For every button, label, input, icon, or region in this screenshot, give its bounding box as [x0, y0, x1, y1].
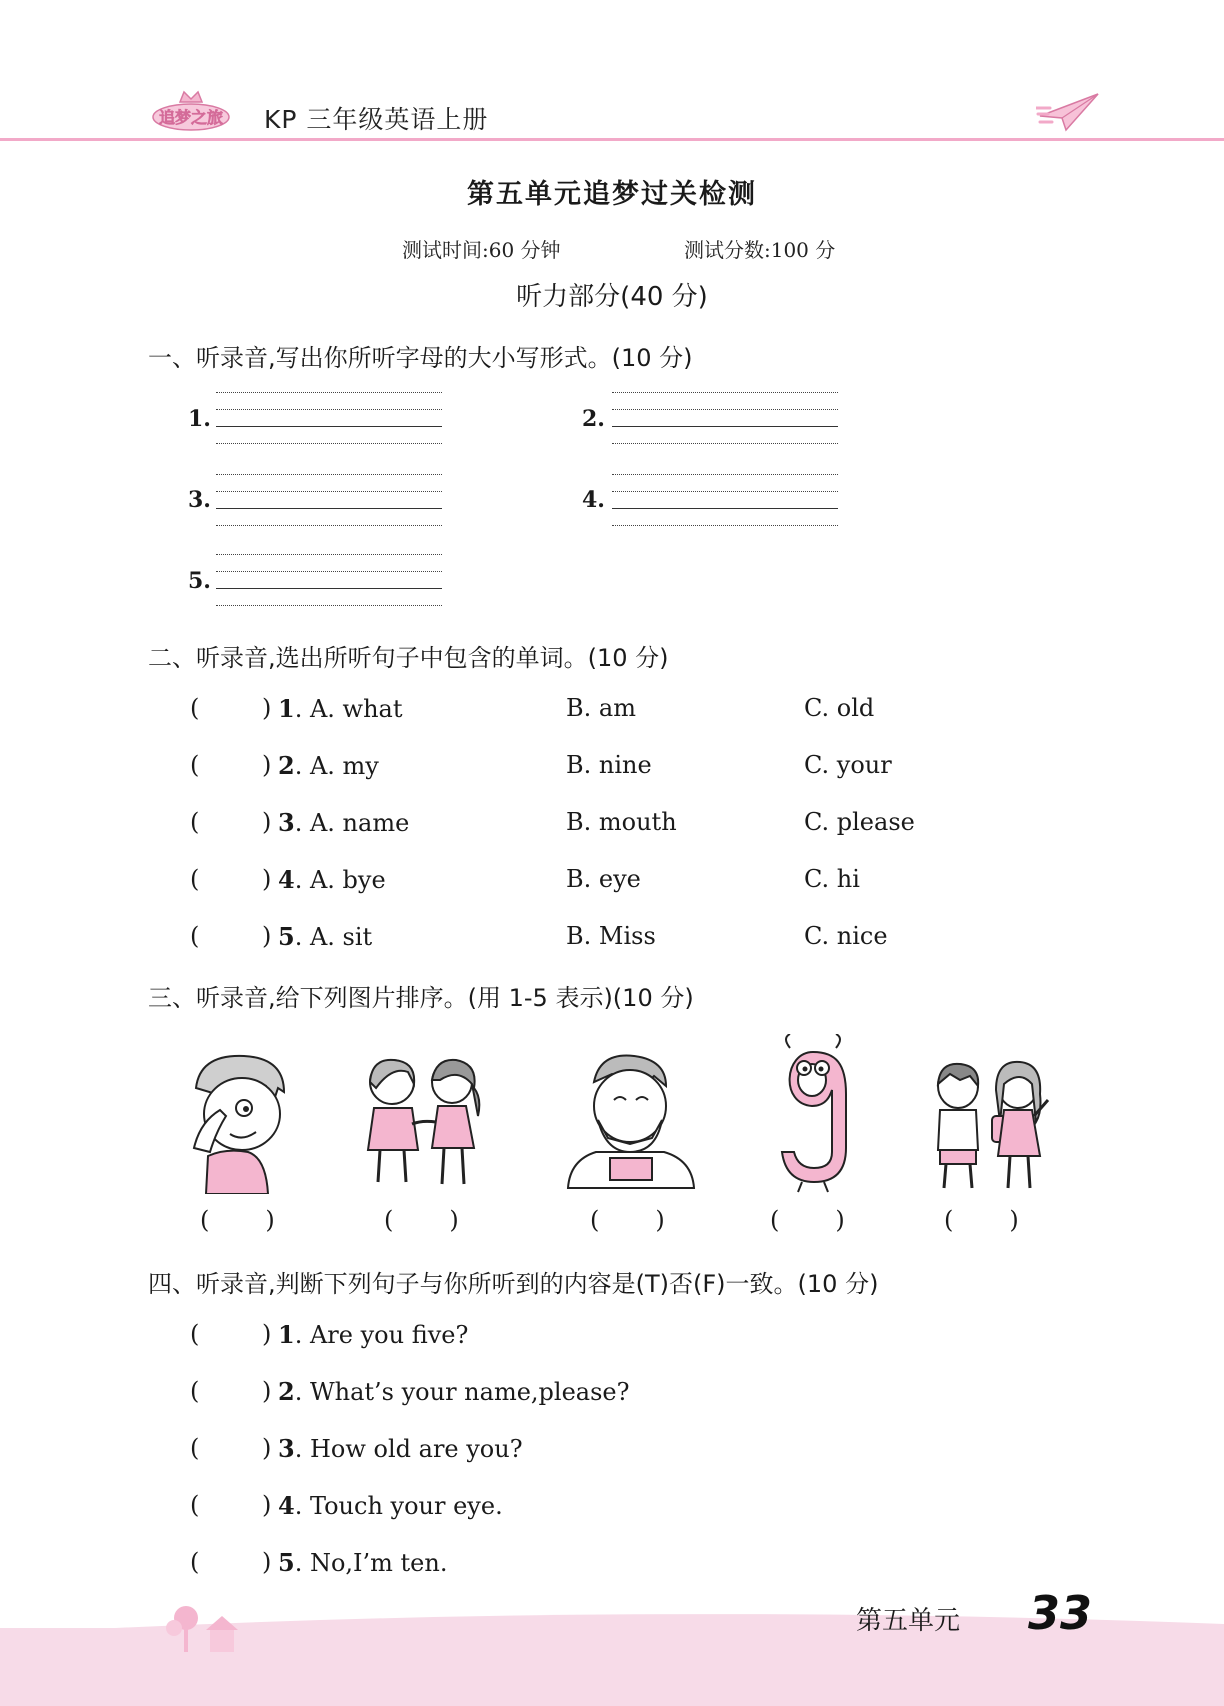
writing-line-4[interactable]	[612, 474, 838, 528]
sentence: . What’s your name,please?	[294, 1378, 630, 1406]
logo-text: 追梦之旅	[158, 108, 224, 127]
writing-line-5[interactable]	[216, 554, 442, 608]
sentence: . No,I’m ten.	[294, 1549, 448, 1577]
sentence: . Touch your eye.	[294, 1492, 503, 1520]
option-c: C. nice	[804, 922, 888, 950]
option-c: C. your	[804, 751, 892, 779]
option-c: C. please	[804, 808, 915, 836]
answer-blank-open[interactable]: (	[190, 751, 200, 779]
picture-answer-blank[interactable]: ( )	[200, 1206, 275, 1234]
question-number: 1	[278, 694, 295, 723]
option-b: B. Miss	[566, 922, 656, 950]
option-a: . A. name	[294, 809, 410, 837]
picture-two-girls-shaking-hands	[362, 1058, 492, 1194]
picture-boy-covering-mouth	[566, 1052, 696, 1194]
series-logo	[150, 90, 232, 134]
picture-answer-blank[interactable]: ( )	[944, 1206, 1019, 1234]
letter-item-number: 1.	[188, 406, 211, 432]
picture-boy-and-girl-waving	[924, 1060, 1052, 1196]
answer-blank-open[interactable]: (	[190, 1434, 200, 1462]
writing-line-1[interactable]	[216, 392, 442, 446]
picture-answer-blank[interactable]: ( )	[590, 1206, 665, 1234]
picture-number-nine-character	[776, 1034, 850, 1198]
option-b: B. am	[566, 694, 636, 722]
answer-blank-open[interactable]: (	[190, 865, 200, 893]
exam-title: 第五单元追梦过关检测	[467, 179, 757, 210]
letter-item-number: 2.	[582, 406, 605, 432]
question-number: 2	[278, 751, 295, 780]
header-divider	[0, 138, 1224, 141]
answer-blank-open[interactable]: (	[190, 922, 200, 950]
answer-blank-open[interactable]: (	[190, 1548, 200, 1576]
letter-item-number: 4.	[582, 487, 605, 513]
page-number: 33	[1028, 1586, 1093, 1640]
answer-blank-open[interactable]: (	[190, 1320, 200, 1348]
question-number: 2	[278, 1377, 295, 1406]
question-number: 1	[278, 1320, 295, 1349]
answer-blank-open[interactable]: (	[190, 1491, 200, 1519]
letter-item-number: 3.	[188, 487, 211, 513]
answer-blank-open[interactable]: (	[190, 1377, 200, 1405]
sentence: . Are you five?	[294, 1321, 469, 1349]
answer-blank-open[interactable]: (	[190, 694, 200, 722]
picture-answer-blank[interactable]: ( )	[384, 1206, 459, 1234]
question-number: 3	[278, 808, 295, 837]
question-number: 5	[278, 922, 295, 951]
option-b: B. mouth	[566, 808, 677, 836]
question-number: 4	[278, 1491, 295, 1520]
section-1-heading: 一、听录音,写出你所听字母的大小写形式。(10 分)	[148, 344, 693, 372]
option-a: . A. bye	[294, 866, 386, 894]
tree-house-icon	[166, 1604, 252, 1652]
section-3-heading: 三、听录音,给下列图片排序。(用 1-5 表示)(10 分)	[148, 984, 694, 1012]
question-number: 3	[278, 1434, 295, 1463]
book-title: KP 三年级英语上册	[264, 105, 489, 134]
section-2-heading: 二、听录音,选出所听句子中包含的单词。(10 分)	[148, 644, 669, 672]
writing-line-2[interactable]	[612, 392, 838, 446]
answer-blank-open[interactable]: (	[190, 808, 200, 836]
paper-plane-icon	[1036, 90, 1102, 134]
question-number: 5	[278, 1548, 295, 1577]
test-score: 测试分数:100 分	[684, 238, 836, 262]
letter-item-number: 5.	[188, 568, 211, 594]
option-a: . A. sit	[294, 923, 373, 951]
picture-answer-blank[interactable]: ( )	[770, 1206, 845, 1234]
option-c: C. hi	[804, 865, 860, 893]
option-a: . A. my	[294, 752, 379, 780]
sentence: . How old are you?	[294, 1435, 523, 1463]
picture-boy-pointing-eye	[186, 1048, 298, 1198]
option-b: B. eye	[566, 865, 641, 893]
listening-part-title: 听力部分(40 分)	[516, 282, 708, 312]
test-time: 测试时间:60 分钟	[402, 238, 561, 262]
option-b: B. nine	[566, 751, 652, 779]
section-4-heading: 四、听录音,判断下列句子与你所听到的内容是(T)否(F)一致。(10 分)	[148, 1270, 879, 1298]
writing-line-3[interactable]	[216, 474, 442, 528]
option-a: . A. what	[294, 695, 403, 723]
option-c: C. old	[804, 694, 875, 722]
question-number: 4	[278, 865, 295, 894]
footer-unit-label: 第五单元	[856, 1606, 961, 1636]
